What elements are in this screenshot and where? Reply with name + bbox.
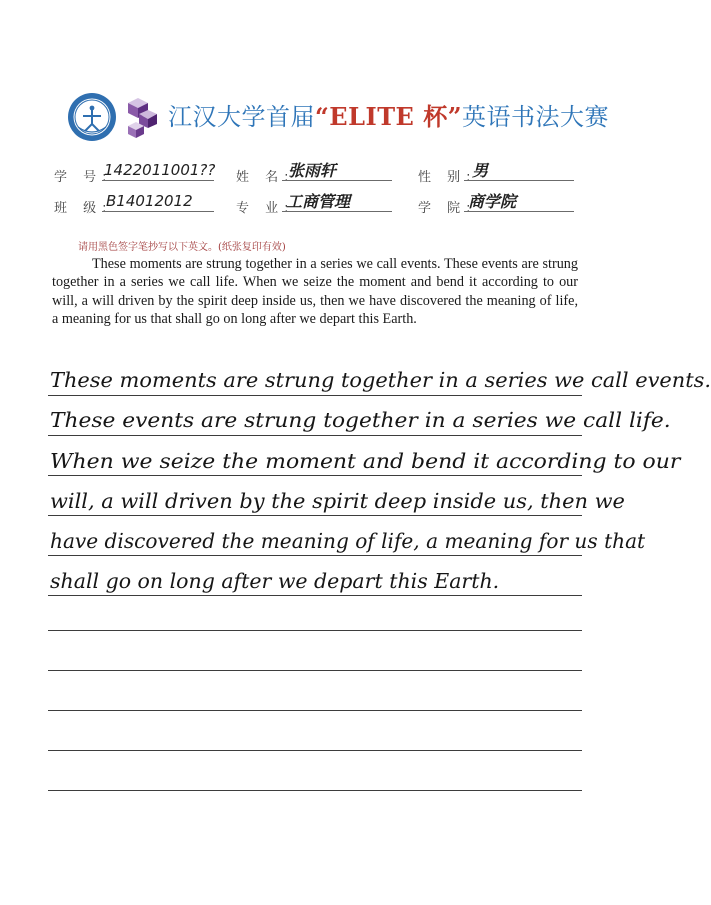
contest-cube-logo — [124, 96, 160, 140]
college-field[interactable] — [464, 189, 574, 212]
major-value: 工商管理 — [286, 192, 351, 211]
major-field[interactable] — [282, 189, 392, 212]
printed-passage: These moments are strung together in a series we call events. These events are strung together in a series we call life. When we seize the moment and bend it according to our will, a will driven by the spirit deep inside us, then we have discovered the meaning of life, a meaning for us that shall go on long after we depart this Earth. — [52, 256, 578, 328]
major-label: 专 业: — [236, 201, 295, 216]
student-id-field[interactable] — [102, 158, 214, 181]
writing-rule-1 — [48, 395, 582, 396]
class-label: 班 级: — [54, 201, 113, 216]
handwritten-line-4: will, a will driven by the spirit deep inside us, then we — [50, 489, 625, 513]
gender-value: 男 — [472, 161, 489, 180]
class-value: B14012012 — [106, 192, 193, 210]
writing-rule-10 — [48, 750, 582, 751]
writing-rule-8 — [48, 670, 582, 671]
university-seal-logo — [66, 91, 118, 143]
gender-label: 性 别: — [418, 170, 477, 185]
writing-rule-6 — [48, 595, 582, 596]
writing-rule-4 — [48, 515, 582, 516]
name-value: 张雨轩 — [288, 161, 337, 180]
title-suffix: 英语书法大赛 — [462, 103, 610, 131]
writing-rule-5 — [48, 555, 582, 556]
writing-rule-3 — [48, 475, 582, 476]
college-label: 学 院: — [418, 201, 477, 216]
handwritten-line-1: These moments are strung together in a series we call events. — [50, 368, 711, 392]
writing-rule-2 — [48, 435, 582, 436]
handwritten-line-2: These events are strung together in a series we call life. — [50, 408, 671, 432]
name-label: 姓 名: — [236, 170, 295, 185]
copy-instruction: 请用黑色签字笔抄写以下英文。(纸张复印有效) — [78, 242, 286, 253]
class-field[interactable] — [102, 189, 214, 212]
handwritten-line-5: have discovered the meaning of life, a meaning for us that — [50, 529, 646, 553]
title-main: 江汉大学首届 — [168, 103, 315, 131]
writing-rule-9 — [48, 710, 582, 711]
gender-field[interactable] — [464, 158, 574, 181]
title-accent: “ELITE 杯” — [315, 102, 463, 131]
handwritten-line-3: When we seize the moment and bend it according to our — [50, 449, 681, 473]
student-id-label: 学 号: — [54, 170, 113, 185]
writing-rule-7 — [48, 630, 582, 631]
contest-title — [168, 97, 609, 132]
college-value: 商学院 — [468, 192, 517, 211]
student-id-value: 1422011001?? — [104, 161, 216, 179]
writing-rule-11 — [48, 790, 582, 791]
name-field[interactable] — [282, 158, 392, 181]
handwritten-line-6: shall go on long after we depart this Earth. — [50, 569, 500, 593]
